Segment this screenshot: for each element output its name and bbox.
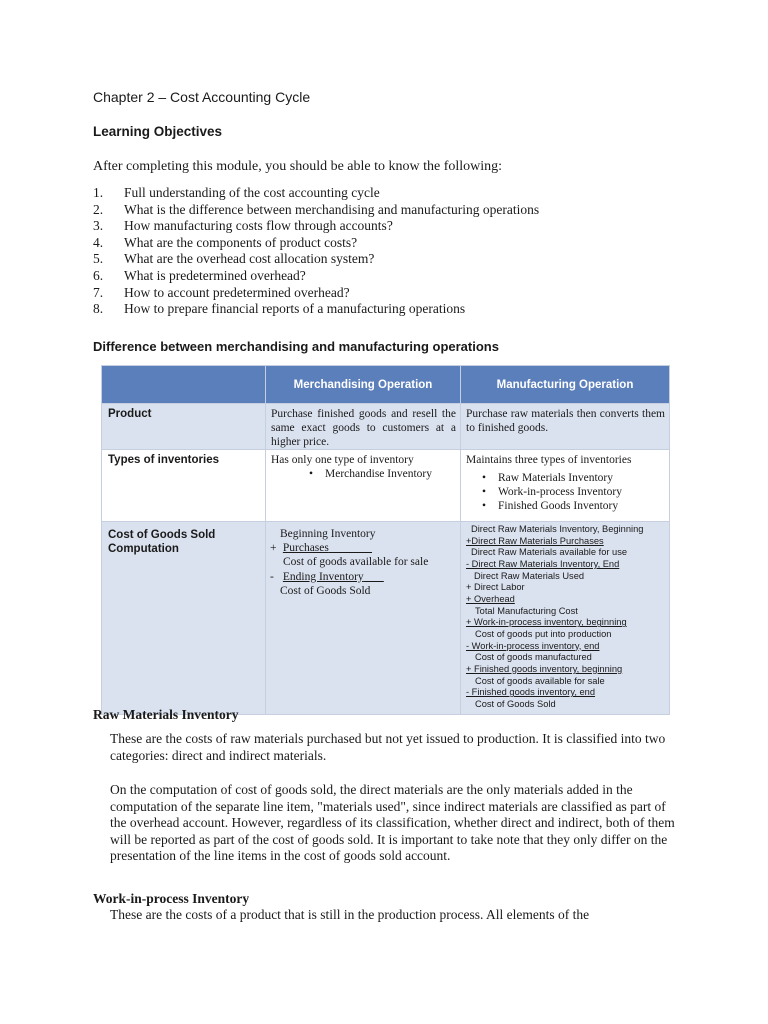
bullet-text: Merchandise Inventory: [325, 468, 432, 480]
cgs-line: - Ending Inventory: [270, 570, 364, 583]
cgs-line: + Purchases: [270, 542, 329, 555]
list-item: [93, 218, 539, 235]
difference-heading: Difference between merchandising and manufacturing operations: [93, 339, 499, 354]
bullet-text: Finished Goods Inventory: [498, 500, 619, 512]
bullet-item: [466, 471, 665, 485]
list-text: Full understanding of the cost accounting cycle: [124, 185, 380, 200]
list-number: 5.: [93, 251, 104, 267]
header-manufacturing: Manufacturing Operation: [461, 366, 670, 404]
list-item: [93, 285, 539, 302]
bullet-icon: •: [309, 468, 314, 480]
list-number: 1.: [93, 185, 104, 200]
cgs-line: Direct Raw Materials Inventory, Beginning: [471, 524, 644, 534]
bullet-item: [271, 467, 456, 481]
inventories-merchandising: [266, 450, 461, 522]
list-number: 4.: [93, 234, 104, 250]
cgs-line: Cost of Goods Sold: [280, 584, 371, 597]
cgs-line: Cost of goods available for sale: [475, 675, 605, 686]
cgs-manufacturing: [461, 522, 670, 715]
raw-materials-paragraph-2: On the computation of cost of goods sold, the direct materials are the only materials added in the computation of the separate line item, "materials used", since indirect materials are classified as part of the overhead account. However, regardless of its classification, whether direct and indirect, both of them will be reported as part of the cost of goods sold. It is important to take note that they only differ on the presentation of the line items in the cost of goods sold account.: [110, 782, 675, 864]
cgs-line: - Finished goods inventory, end: [466, 687, 596, 698]
row-label-inventories: Types of inventories: [102, 450, 266, 522]
inventories-merch-intro: Has only one type of inventory: [271, 454, 414, 466]
list-item: [93, 251, 539, 268]
list-number: 6.: [93, 267, 104, 283]
bullet-item: [466, 485, 665, 499]
list-number: 8.: [93, 301, 104, 317]
cgs-line: Direct Raw Materials Used: [474, 570, 585, 581]
cgs-line: - Work-in-process inventory, end: [466, 640, 600, 651]
chapter-title: Chapter 2 – Cost Accounting Cycle: [93, 89, 311, 105]
bullet-text: Raw Materials Inventory: [498, 472, 613, 484]
cgs-line: Cost of goods put into production: [475, 628, 612, 639]
bullet-text: Work-in-process Inventory: [498, 486, 622, 498]
cgs-line: +Direct Raw Materials Purchases: [466, 535, 604, 546]
raw-materials-heading: Raw Materials Inventory: [93, 707, 239, 722]
intro-text: After completing this module, you should be able to know the following:: [93, 159, 503, 174]
table-header-row: [102, 366, 670, 404]
product-merchandising: Purchase finished goods and resell the same exact goods to customers at a higher price.: [266, 404, 461, 450]
header-merchandising: Merchandising Operation: [266, 366, 461, 404]
cgs-line: + Finished goods inventory, beginning: [466, 663, 623, 674]
inventories-mfg-intro: Maintains three types of inventories: [466, 454, 632, 466]
comparison-table: [101, 365, 670, 715]
cgs-line: Cost of goods available for sale: [283, 556, 429, 569]
cgs-merchandising: [266, 522, 461, 715]
bullet-icon: •: [482, 500, 487, 512]
list-item: [93, 235, 539, 252]
cgs-line: Cost of goods manufactured: [475, 652, 592, 663]
list-item: [93, 301, 539, 318]
cgs-line: Cost of Goods Sold: [475, 698, 556, 709]
wip-heading: Work-in-process Inventory: [93, 891, 250, 906]
wip-paragraph-1: These are the costs of a product that is still in the production process. All elements of the: [110, 907, 590, 922]
list-item: [93, 185, 539, 202]
table-row: [102, 522, 670, 715]
list-number: 7.: [93, 284, 104, 300]
list-text: What are the overhead cost allocation system?: [124, 251, 375, 267]
bullet-icon: •: [482, 486, 487, 498]
cgs-line: Total Manufacturing Cost: [475, 605, 578, 616]
raw-materials-paragraph-1: These are the costs of raw materials purchased but not yet issued to production. It is classified into two categories: direct and indirect materials.: [110, 731, 666, 763]
cgs-line: Direct Raw Materials available for use: [471, 547, 628, 558]
table-row: [102, 404, 670, 450]
learning-objectives-heading: Learning Objectives: [93, 124, 223, 139]
list-number: 2.: [93, 201, 104, 217]
row-label-cgs: Cost of Goods Sold Computation: [102, 522, 266, 715]
cgs-line: - Direct Raw Materials Inventory, End: [466, 558, 620, 569]
list-item: [93, 268, 539, 285]
bullet-icon: •: [482, 472, 487, 484]
list-text: How to prepare financial reports of a manufacturing operations: [124, 301, 466, 317]
list-text: What is the difference between merchandising and manufacturing operations: [124, 201, 540, 217]
bullet-item: [466, 499, 665, 513]
cgs-line: Beginning Inventory: [280, 528, 376, 540]
objectives-list: [93, 185, 539, 318]
table-row: [102, 450, 670, 522]
row-label-product: Product: [102, 404, 266, 450]
list-number: 3.: [93, 218, 104, 234]
product-manufacturing: Purchase raw materials then converts them to finished goods.: [461, 404, 670, 450]
inventories-manufacturing: [461, 450, 670, 522]
list-text: What are the components of product costs?: [124, 234, 358, 250]
cgs-line: + Work-in-process inventory, beginning: [466, 617, 627, 628]
list-text: How manufacturing costs flow through accounts?: [124, 218, 393, 234]
list-item: [93, 202, 539, 219]
cgs-line: + Direct Labor: [466, 582, 525, 593]
header-empty-cell: [102, 366, 266, 404]
list-text: What is predetermined overhead?: [124, 267, 306, 283]
cgs-line: + Overhead: [466, 593, 515, 604]
list-text: How to account predetermined overhead?: [124, 284, 350, 300]
